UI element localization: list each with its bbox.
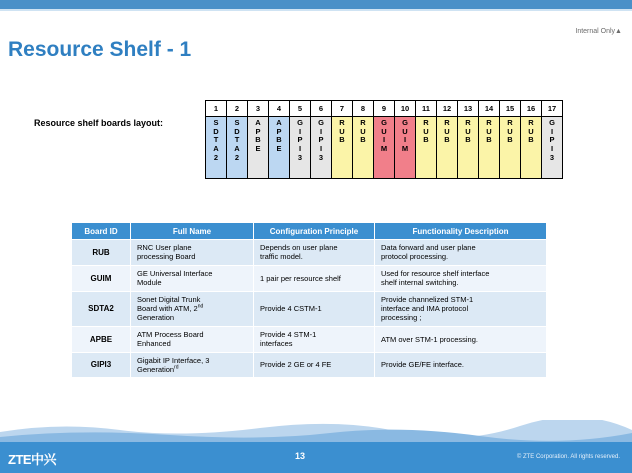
config-cell [254,291,375,326]
slot-board-letter: B [528,135,534,145]
slot-board-letter: B [276,135,282,145]
slot-board [290,117,311,179]
slot-board-row [206,117,563,179]
slot-board-letter: U [444,126,450,136]
slot-board-letter: E [255,144,261,154]
page-number: 13 [295,451,306,461]
cell-line: Provide 2 GE or 4 FE [260,360,332,370]
slot-board-letter: P [549,135,555,145]
function-cell [375,265,547,291]
slot-board [269,117,290,179]
header-function: Functionality Description [375,223,547,240]
slot-board [311,117,332,179]
slot-number: 16 [521,101,542,117]
cell-line: interfaces [260,339,293,349]
ordinal-suffix: rd [174,364,179,371]
footer-bar [0,442,632,473]
function-cell [375,240,547,266]
slot-board-letter: T [213,135,219,145]
slot-board-letter: B [444,135,450,145]
slot-board-letter: U [381,126,387,136]
cell-line: Gigabit IP Interface, 3 [137,355,210,365]
cell-line: ATM Process Board [137,329,204,339]
slot-board-letter: G [297,118,303,127]
cell-line: GE Universal Interface [137,268,213,278]
internal-only-label: Internal Only▲ [575,28,622,35]
slot-board-letter: I [319,126,323,136]
config-cell [254,326,375,352]
slot-board-letter: 3 [549,152,555,162]
full-name-cell [131,265,254,291]
table-header-row [72,223,547,240]
slot-board-letter: I [298,126,302,136]
slot-board-letter: U [528,126,534,136]
cell-line: Sonet Digital Trunk [137,294,201,304]
slot-board-letter: I [298,144,302,154]
slot-number: 13 [458,101,479,117]
cell-line: interface and IMA protocol [381,304,469,314]
slot-board [437,117,458,179]
slot-board [353,117,374,179]
cell-line: Provide 4 CSTM-1 [260,304,322,314]
slot-board-letter: A [276,118,282,127]
cell-line: Enhanced [137,339,171,349]
slot-board-letter: P [255,126,261,136]
cell-line: shelf internal switching. [381,278,459,288]
full-name-cell [131,326,254,352]
shelf-layout-table [205,100,563,179]
copyright-text: © ZTE Corporation. All rights reserved. [516,454,620,460]
slot-board-letter: G [381,118,387,127]
cell-line: RNC User plane [137,243,192,252]
slot-board-letter: U [402,126,408,136]
board-id-cell: GIPI3 [72,352,131,378]
slot-board-letter: R [444,118,450,127]
slot-board-letter: R [465,118,471,127]
slot-board-letter: I [319,144,323,154]
slot-board [521,117,542,179]
slot-number: 11 [416,101,437,117]
header-full-name: Full Name [131,223,254,240]
board-id-cell: RUB [72,240,131,266]
slot-number: 15 [500,101,521,117]
slot-number-row [206,101,563,117]
cell-line: Provide 4 STM-1 [260,329,317,339]
footer-wave-decoration [0,420,632,442]
slot-board-letter: B [486,135,492,145]
header-config: Configuration Principle [254,223,375,240]
slot-board-letter: G [549,118,555,127]
slot-board-letter: A [234,144,240,154]
top-accent-stripe [0,9,632,11]
slot-board-letter: M [380,144,388,154]
cell-line: Generation [137,313,175,323]
table-row [72,291,547,326]
slot-board-letter: G [402,118,408,127]
config-cell [254,352,375,378]
slot-number: 14 [479,101,500,117]
board-info-table [71,222,547,378]
slot-number: 9 [374,101,395,117]
full-name-cell [131,240,254,266]
full-name-cell [131,352,254,378]
cell-line: processing Board [137,252,196,262]
table-row [72,240,547,266]
slot-board-letter: U [507,126,513,136]
slot-number: 2 [227,101,248,117]
cell-line: Board with ATM, 2 [137,304,198,314]
slot-board-letter: B [507,135,513,145]
slot-board-letter: B [360,135,366,145]
slide-title: Resource Shelf - 1 [8,38,192,61]
slot-board-letter: A [255,118,261,127]
slot-board-letter: 2 [234,152,240,162]
slot-board-letter: U [360,126,366,136]
cell-line: Depends on user plane [260,243,338,252]
cell-line: Provide GE/FE interface. [381,360,464,370]
slot-board [395,117,416,179]
table-body [72,240,547,378]
slot-number: 17 [542,101,563,117]
table-row [72,352,547,378]
slot-board [227,117,248,179]
slot-board-letter: S [213,118,219,127]
function-cell [375,352,547,378]
slot-board-letter: P [297,135,303,145]
board-id-cell: SDTA2 [72,291,131,326]
slot-board-letter: 3 [297,152,303,162]
cell-line: ATM over STM-1 processing. [381,334,478,344]
slot-board-letter: B [339,135,345,145]
header-board-id: Board ID [72,223,131,240]
full-name-cell [131,291,254,326]
slot-board-letter: E [276,144,282,154]
slot-board [479,117,500,179]
slot-number: 3 [248,101,269,117]
slot-board-letter: A [213,144,219,154]
slot-number: 4 [269,101,290,117]
board-id-cell: GUIM [72,265,131,291]
slot-board-letter: I [550,126,554,136]
ordinal-suffix: nd [197,303,204,310]
table-row [72,326,547,352]
cell-line: processing ; [381,313,422,323]
slot-board-letter: 3 [318,152,324,162]
slot-number: 5 [290,101,311,117]
slot-board-letter: R [423,118,429,127]
slot-board-letter: U [465,126,471,136]
layout-label: Resource shelf boards layout: [34,118,164,128]
slot-board [458,117,479,179]
slot-board-letter: U [423,126,429,136]
function-cell [375,291,547,326]
slot-number: 7 [332,101,353,117]
slot-board-letter: P [318,135,324,145]
slot-board [416,117,437,179]
cell-line: traffic model. [260,252,303,262]
slot-number: 6 [311,101,332,117]
cell-line: Generation [137,365,175,375]
slot-board-letter: B [465,135,471,145]
slot-board [206,117,227,179]
cell-line: 1 pair per resource shelf [260,273,341,283]
slot-board-letter: M [401,144,409,154]
slot-board-letter: B [423,135,429,145]
slot-board-letter: 2 [213,152,219,162]
cell-line: Data forward and user plane [381,243,476,252]
function-cell [375,326,547,352]
zte-logo: ZTE中兴 [8,452,57,467]
slot-board-letter: I [382,135,386,145]
cell-line: Used for resource shelf interface [381,268,490,278]
slot-board-letter: T [234,135,240,145]
cell-line: Provide channelized STM-1 [381,294,474,304]
slot-board-letter: I [550,144,554,154]
slot-board-letter: D [213,126,219,136]
slot-board-letter: U [486,126,492,136]
slot-board [248,117,269,179]
slot-number: 10 [395,101,416,117]
slot-board-letter: R [528,118,534,127]
slot-board-letter: D [234,126,240,136]
slot-board-letter: R [486,118,492,127]
config-cell [254,265,375,291]
slot-board-letter: S [234,118,240,127]
slot-board [542,117,563,179]
top-accent-bar [0,0,632,9]
slot-number: 12 [437,101,458,117]
slot-board-letter: B [255,135,261,145]
board-id-cell: APBE [72,326,131,352]
slot-board-letter: U [339,126,345,136]
slot-board [332,117,353,179]
slot-board-letter: R [507,118,513,127]
slot-board-letter: R [339,118,345,127]
slot-board-letter: P [276,126,282,136]
slot-number: 1 [206,101,227,117]
slot-board-letter: G [318,118,324,127]
slot-board [500,117,521,179]
cell-line: Module [137,278,162,288]
cell-line: protocol processing. [381,252,449,262]
slot-board [374,117,395,179]
slot-board-letter: R [360,118,366,127]
table-row [72,265,547,291]
slot-board-letter: I [403,135,407,145]
config-cell [254,240,375,266]
slot-number: 8 [353,101,374,117]
